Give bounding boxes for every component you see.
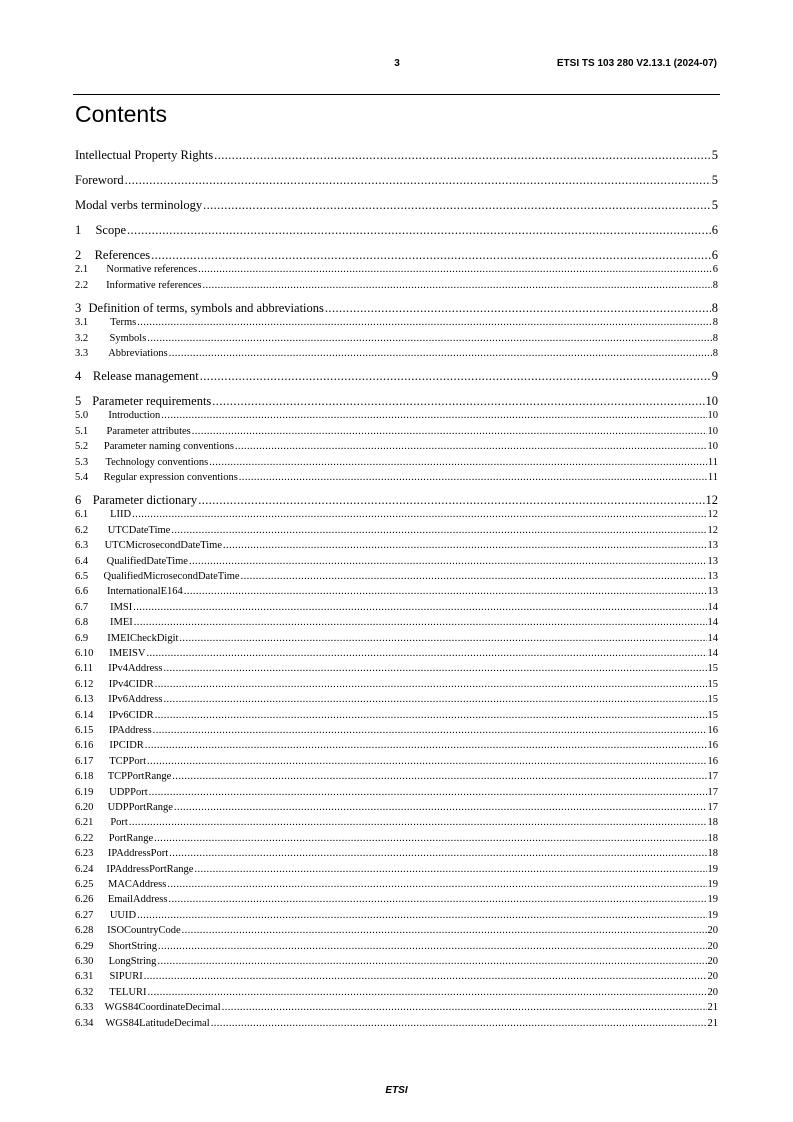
toc-entry-page: 18 xyxy=(707,817,718,829)
toc-entry-number: 6.17 xyxy=(75,755,94,767)
toc-entry-number: 2.1 xyxy=(75,264,89,276)
toc-entry-title: IMEISV xyxy=(109,648,146,659)
toc-entry[interactable] xyxy=(75,677,718,692)
toc-dot-leader xyxy=(134,615,707,630)
toc-entry-title: Abbreviations xyxy=(108,348,168,359)
toc-dot-leader xyxy=(209,455,707,470)
toc-entry-title: UDPPortRange xyxy=(107,802,173,813)
toc-dot-leader xyxy=(161,408,706,423)
toc-entry-title: QualifiedMicrosecondDateTime xyxy=(103,571,240,582)
toc-dot-leader xyxy=(145,738,707,753)
toc-entry-title: References xyxy=(94,248,151,262)
toc-entry-page: 11 xyxy=(707,472,718,483)
toc-entry-title: IMEI xyxy=(110,617,133,629)
toc-entry-title: IMEICheckDigit xyxy=(107,632,179,644)
toc-entry-number: 6.13 xyxy=(75,694,94,706)
toc-dot-leader xyxy=(189,554,707,569)
toc-dot-leader xyxy=(155,677,707,692)
toc-entry[interactable] xyxy=(75,315,718,330)
toc-entry[interactable] xyxy=(75,892,718,907)
toc-entry-title: EmailAddress xyxy=(107,894,168,906)
toc-entry-number: 6.4 xyxy=(75,555,89,567)
toc-entry-title: IMSI xyxy=(110,601,133,613)
toc-entry-page: 20 xyxy=(707,925,718,937)
toc-dot-leader xyxy=(214,147,711,164)
toc-entry-title: QualifiedDateTime xyxy=(106,555,188,567)
toc-entry-title: InternationalE164 xyxy=(106,586,183,598)
toc-entry-title: TCPPort xyxy=(109,755,146,767)
toc-dot-leader xyxy=(163,692,706,707)
toc-entry-title: WGS84CoordinateDecimal xyxy=(104,1002,221,1014)
toc-entry-title: SIPURI xyxy=(109,971,143,983)
toc-entry-number: 3 xyxy=(75,300,82,315)
toc-entry[interactable] xyxy=(75,424,718,439)
toc-entry[interactable] xyxy=(75,754,718,769)
toc-dot-leader xyxy=(235,439,707,454)
header-page-number: 3 xyxy=(394,58,400,69)
toc-entry[interactable] xyxy=(75,1016,718,1031)
toc-dot-leader xyxy=(155,708,707,723)
toc-entry[interactable] xyxy=(75,455,718,470)
toc-dot-leader xyxy=(146,646,706,661)
toc-entry-page: 20 xyxy=(707,956,718,967)
toc-entry-number: 6.28 xyxy=(75,925,94,937)
toc-entry[interactable] xyxy=(75,615,718,630)
toc-entry-title: Parameter dictionary xyxy=(92,493,198,507)
contents-title: Contents xyxy=(75,101,168,127)
toc-entry-number: 6.20 xyxy=(75,802,94,813)
toc-entry-number: 6.1 xyxy=(75,509,89,521)
toc-entry-number: 5.0 xyxy=(75,410,89,422)
toc-dot-leader xyxy=(198,262,712,277)
toc-dot-leader xyxy=(148,985,707,1000)
toc-entry[interactable] xyxy=(75,800,718,815)
toc-entry-page: 20 xyxy=(707,940,718,952)
toc-entry-title: Scope xyxy=(95,223,126,237)
toc-entry-page: 11 xyxy=(707,456,718,468)
toc-entry-page: 19 xyxy=(707,879,718,890)
toc-entry-title: Introduction xyxy=(108,410,161,422)
toc-dot-leader xyxy=(179,631,706,646)
toc-entry-page: 14 xyxy=(707,601,718,613)
toc-dot-leader xyxy=(147,754,707,769)
toc-entry[interactable] xyxy=(75,708,718,723)
toc-entry[interactable] xyxy=(75,862,718,877)
toc-entry-number: 6.5 xyxy=(75,571,89,582)
toc-entry-number: 5.1 xyxy=(75,425,89,437)
toc-entry-title: Parameter attributes xyxy=(106,425,191,437)
toc-entry-number: 6.31 xyxy=(75,971,94,983)
toc-entry[interactable] xyxy=(75,954,718,969)
toc-dot-leader xyxy=(223,538,706,553)
toc-entry-title: Technology conventions xyxy=(105,456,209,468)
toc-entry[interactable] xyxy=(75,197,718,214)
toc-entry[interactable] xyxy=(75,584,718,599)
toc-entry-title: Definition of terms, symbols and abbreviations xyxy=(88,300,324,315)
toc-entry[interactable] xyxy=(75,368,718,385)
toc-dot-leader xyxy=(157,954,706,969)
toc-dot-leader xyxy=(154,831,706,846)
toc-entry-page: 8 xyxy=(711,300,718,315)
toc-entry-title: IPAddressPort xyxy=(107,848,169,860)
toc-entry-page: 14 xyxy=(707,648,718,659)
toc-entry-number: 6.3 xyxy=(75,540,89,552)
toc-entry-title: IPv6Address xyxy=(108,694,163,706)
toc-dot-leader xyxy=(211,1016,707,1031)
toc-entry-number: 6.30 xyxy=(75,956,94,967)
toc-entry-number: 6 xyxy=(75,493,82,507)
toc-entry-page: 12 xyxy=(707,509,718,521)
toc-dot-leader xyxy=(169,346,712,361)
toc-entry-number: 3.1 xyxy=(75,317,89,329)
toc-entry-number: 6.26 xyxy=(75,894,94,906)
toc-entry-number: 6.34 xyxy=(75,1017,94,1029)
toc-entry-title: Regular expression conventions xyxy=(103,472,238,483)
toc-entry-number: 6.24 xyxy=(75,863,94,875)
toc-entry-title: Intellectual Property Rights xyxy=(75,148,214,162)
toc-entry-page: 6 xyxy=(711,223,718,237)
toc-entry-title: Parameter naming conventions xyxy=(103,441,234,453)
toc-entry[interactable] xyxy=(75,815,718,830)
toc-dot-leader xyxy=(129,815,707,830)
toc-entry[interactable] xyxy=(75,631,718,646)
toc-entry-number: 6.29 xyxy=(75,940,94,952)
toc-entry-number: 6.21 xyxy=(75,817,94,829)
toc-entry-number: 6.9 xyxy=(75,632,89,644)
toc-entry-page: 8 xyxy=(712,317,718,329)
toc-dot-leader xyxy=(147,331,711,346)
toc-dot-leader xyxy=(184,584,707,599)
toc-entry-title: Normative references xyxy=(106,264,198,276)
toc-entry[interactable] xyxy=(75,147,718,164)
toc-entry-page: 16 xyxy=(707,725,718,736)
toc-entry-number: 6.22 xyxy=(75,832,94,844)
footer-etsi: ETSI xyxy=(385,1085,408,1096)
toc-entry-page: 8 xyxy=(712,279,718,291)
toc-entry-title: Symbols xyxy=(109,332,147,344)
toc-entry-number: 3.3 xyxy=(75,348,89,359)
toc-entry[interactable] xyxy=(75,831,718,846)
toc-entry-title: TELURI xyxy=(109,986,147,998)
toc-entry-page: 15 xyxy=(707,663,718,675)
toc-entry-title: MACAddress xyxy=(107,879,167,890)
toc-entry[interactable] xyxy=(75,262,718,277)
toc-entry-title: Parameter requirements xyxy=(92,394,212,408)
toc-entry-title: ShortString xyxy=(108,940,157,952)
toc-dot-leader xyxy=(153,723,707,738)
toc-entry-number: 1 xyxy=(75,223,82,237)
toc-entry-page: 17 xyxy=(707,802,718,813)
toc-entry-number: 5.2 xyxy=(75,441,89,453)
toc-entry-title: WGS84LatitudeDecimal xyxy=(105,1017,210,1029)
toc-entry-page: 10 xyxy=(705,394,718,408)
toc-entry-title: Foreword xyxy=(75,173,124,187)
header-rule xyxy=(73,94,720,95)
toc-entry-title: UTCMicrosecondDateTime xyxy=(104,540,223,552)
toc-entry[interactable] xyxy=(75,646,718,661)
toc-entry-title: UTCDateTime xyxy=(107,524,171,536)
toc-entry[interactable] xyxy=(75,692,718,707)
toc-entry-number: 6.23 xyxy=(75,848,94,860)
toc-entry-page: 20 xyxy=(707,986,718,998)
toc-dot-leader xyxy=(241,569,707,584)
toc-dot-leader xyxy=(239,470,707,485)
toc-entry-number: 6.10 xyxy=(75,648,94,659)
toc-entry-page: 13 xyxy=(707,571,718,582)
toc-entry-title: Terms xyxy=(110,317,137,329)
toc-entry[interactable] xyxy=(75,877,718,892)
toc-dot-leader xyxy=(171,523,706,538)
toc-entry-page: 15 xyxy=(707,678,718,690)
toc-dot-leader xyxy=(222,1000,707,1015)
toc-dot-leader xyxy=(168,892,706,907)
toc-entry[interactable] xyxy=(75,569,718,584)
toc-dot-leader xyxy=(137,315,712,330)
toc-entry-page: 20 xyxy=(707,971,718,983)
toc-dot-leader xyxy=(127,222,711,239)
toc-entry-title: IPv4Address xyxy=(108,663,163,675)
toc-entry[interactable] xyxy=(75,331,718,346)
toc-entry-page: 18 xyxy=(707,832,718,844)
toc-entry[interactable] xyxy=(75,278,718,293)
toc-entry-page: 14 xyxy=(707,617,718,629)
header-document-id: ETSI TS 103 280 V2.13.1 (2024-07) xyxy=(556,58,717,69)
toc-entry[interactable] xyxy=(75,985,718,1000)
toc-entry-title: IPv6CIDR xyxy=(108,709,154,721)
toc-entry-number: 6.11 xyxy=(75,663,93,675)
toc-entry-number: 6.19 xyxy=(75,786,94,798)
toc-entry[interactable] xyxy=(75,908,718,923)
toc-dot-leader xyxy=(163,661,706,676)
toc-entry[interactable] xyxy=(75,969,718,984)
toc-entry-number: 6.15 xyxy=(75,725,94,736)
toc-dot-leader xyxy=(202,278,711,293)
toc-entry-page: 5 xyxy=(711,148,718,162)
toc-entry-title: TCPPortRange xyxy=(107,771,172,783)
toc-entry-page: 15 xyxy=(707,709,718,721)
toc-dot-leader xyxy=(182,923,707,938)
toc-entry-page: 13 xyxy=(707,540,718,552)
toc-entry-number: 6.14 xyxy=(75,709,94,721)
toc-entry-title: LIID xyxy=(110,509,132,521)
toc-entry-page: 5 xyxy=(711,173,718,187)
toc-entry-page: 16 xyxy=(707,755,718,767)
toc-entry-number: 2 xyxy=(75,248,82,262)
toc-entry-title: Informative references xyxy=(106,279,202,291)
toc-entry-title: IPCIDR xyxy=(109,740,144,752)
toc-dot-leader xyxy=(158,939,707,954)
toc-dot-leader xyxy=(169,846,706,861)
toc-entry-number: 6.6 xyxy=(75,586,89,598)
toc-entry-page: 13 xyxy=(707,555,718,567)
toc-dot-leader xyxy=(132,507,706,522)
toc-entry[interactable] xyxy=(75,785,718,800)
toc-entry[interactable] xyxy=(75,470,718,485)
toc-entry-number: 5.3 xyxy=(75,456,89,468)
toc-entry-number: 2.2 xyxy=(75,279,89,291)
toc-entry[interactable] xyxy=(75,523,718,538)
toc-entry[interactable] xyxy=(75,1000,718,1015)
toc-entry-page: 19 xyxy=(707,863,718,875)
toc-entry-page: 18 xyxy=(707,848,718,860)
toc-dot-leader xyxy=(203,197,711,214)
toc-entry-page: 10 xyxy=(707,441,718,453)
toc-dot-leader xyxy=(174,800,707,815)
toc-entry-page: 6 xyxy=(712,264,718,276)
toc-dot-leader xyxy=(200,368,711,385)
toc-entry-page: 17 xyxy=(707,786,718,798)
toc-entry[interactable] xyxy=(75,600,718,615)
toc-dot-leader xyxy=(149,785,707,800)
toc-dot-leader xyxy=(194,862,706,877)
toc-entry-title: Modal verbs terminology xyxy=(75,198,203,212)
toc-dot-leader xyxy=(167,877,706,892)
toc-entry[interactable] xyxy=(75,738,718,753)
toc-entry-title: ISOCountryCode xyxy=(107,925,181,937)
toc-entry-number: 6.2 xyxy=(75,524,89,536)
toc-entry[interactable] xyxy=(75,408,718,423)
toc-entry-title: UDPPort xyxy=(109,786,148,798)
toc-entry-page: 21 xyxy=(707,1002,718,1014)
toc-entry[interactable] xyxy=(75,346,718,361)
toc-entry-number: 6.32 xyxy=(75,986,94,998)
toc-dot-leader xyxy=(133,600,706,615)
toc-entry-page: 10 xyxy=(707,410,718,422)
toc-entry-number: 4 xyxy=(75,369,82,383)
toc-entry-number: 6.33 xyxy=(75,1002,94,1014)
toc-entry-number: 6.25 xyxy=(75,879,94,890)
toc-entry-page: 21 xyxy=(707,1017,718,1029)
toc-entry-number: 6.16 xyxy=(75,740,94,752)
toc-entry-page: 9 xyxy=(711,369,718,383)
toc-entry-title: IPv4CIDR xyxy=(108,678,154,690)
toc-entry-number: 6.27 xyxy=(75,909,94,921)
toc-entry[interactable] xyxy=(75,554,718,569)
toc-dot-leader xyxy=(125,172,711,189)
toc-entry-page: 8 xyxy=(712,332,718,344)
toc-entry[interactable] xyxy=(75,222,718,239)
toc-entry-page: 12 xyxy=(707,524,718,536)
toc-entry-page: 8 xyxy=(712,348,718,359)
toc-dot-leader xyxy=(192,424,707,439)
toc-entry[interactable] xyxy=(75,172,718,189)
toc-entry-title: UUID xyxy=(109,909,137,921)
toc-entry-number: 6.8 xyxy=(75,617,89,629)
toc-entry-page: 10 xyxy=(707,425,718,437)
toc-entry-title: Port xyxy=(110,817,128,829)
toc-entry-number: 6.18 xyxy=(75,771,94,783)
toc-entry-title: LongString xyxy=(108,956,157,967)
toc-entry[interactable] xyxy=(75,439,718,454)
toc-entry-number: 6.12 xyxy=(75,678,94,690)
toc-entry-page: 19 xyxy=(707,894,718,906)
toc-entry-number: 5 xyxy=(75,394,82,408)
toc-entry-page: 12 xyxy=(705,493,718,507)
toc-entry[interactable] xyxy=(75,538,718,553)
toc-entry[interactable] xyxy=(75,846,718,861)
toc-entry[interactable] xyxy=(75,923,718,938)
toc-entry-page: 14 xyxy=(707,632,718,644)
toc-entry-number: 3.2 xyxy=(75,332,89,344)
toc-entry-page: 15 xyxy=(707,694,718,706)
toc-dot-leader xyxy=(144,969,707,984)
toc-entry-title: IPAddress xyxy=(108,725,152,736)
toc-entry-page: 13 xyxy=(707,586,718,598)
toc-entry-title: PortRange xyxy=(108,832,154,844)
toc-entry-number: 6.7 xyxy=(75,601,89,613)
toc-entry-title: IPAddressPortRange xyxy=(106,863,194,875)
toc-entry-page: 19 xyxy=(707,909,718,921)
toc-entry-page: 17 xyxy=(707,771,718,783)
toc-entry[interactable] xyxy=(75,507,718,522)
toc-entry[interactable] xyxy=(75,939,718,954)
toc-entry-page: 16 xyxy=(707,740,718,752)
toc-entry-page: 6 xyxy=(711,248,718,262)
toc-entry[interactable] xyxy=(75,769,718,784)
toc-entry[interactable] xyxy=(75,661,718,676)
toc-entry[interactable] xyxy=(75,723,718,738)
toc-entry-title: Release management xyxy=(92,369,199,383)
toc-entry-page: 5 xyxy=(711,198,718,212)
toc-dot-leader xyxy=(172,769,706,784)
toc-dot-leader xyxy=(137,908,706,923)
toc-entry-number: 5.4 xyxy=(75,472,89,483)
